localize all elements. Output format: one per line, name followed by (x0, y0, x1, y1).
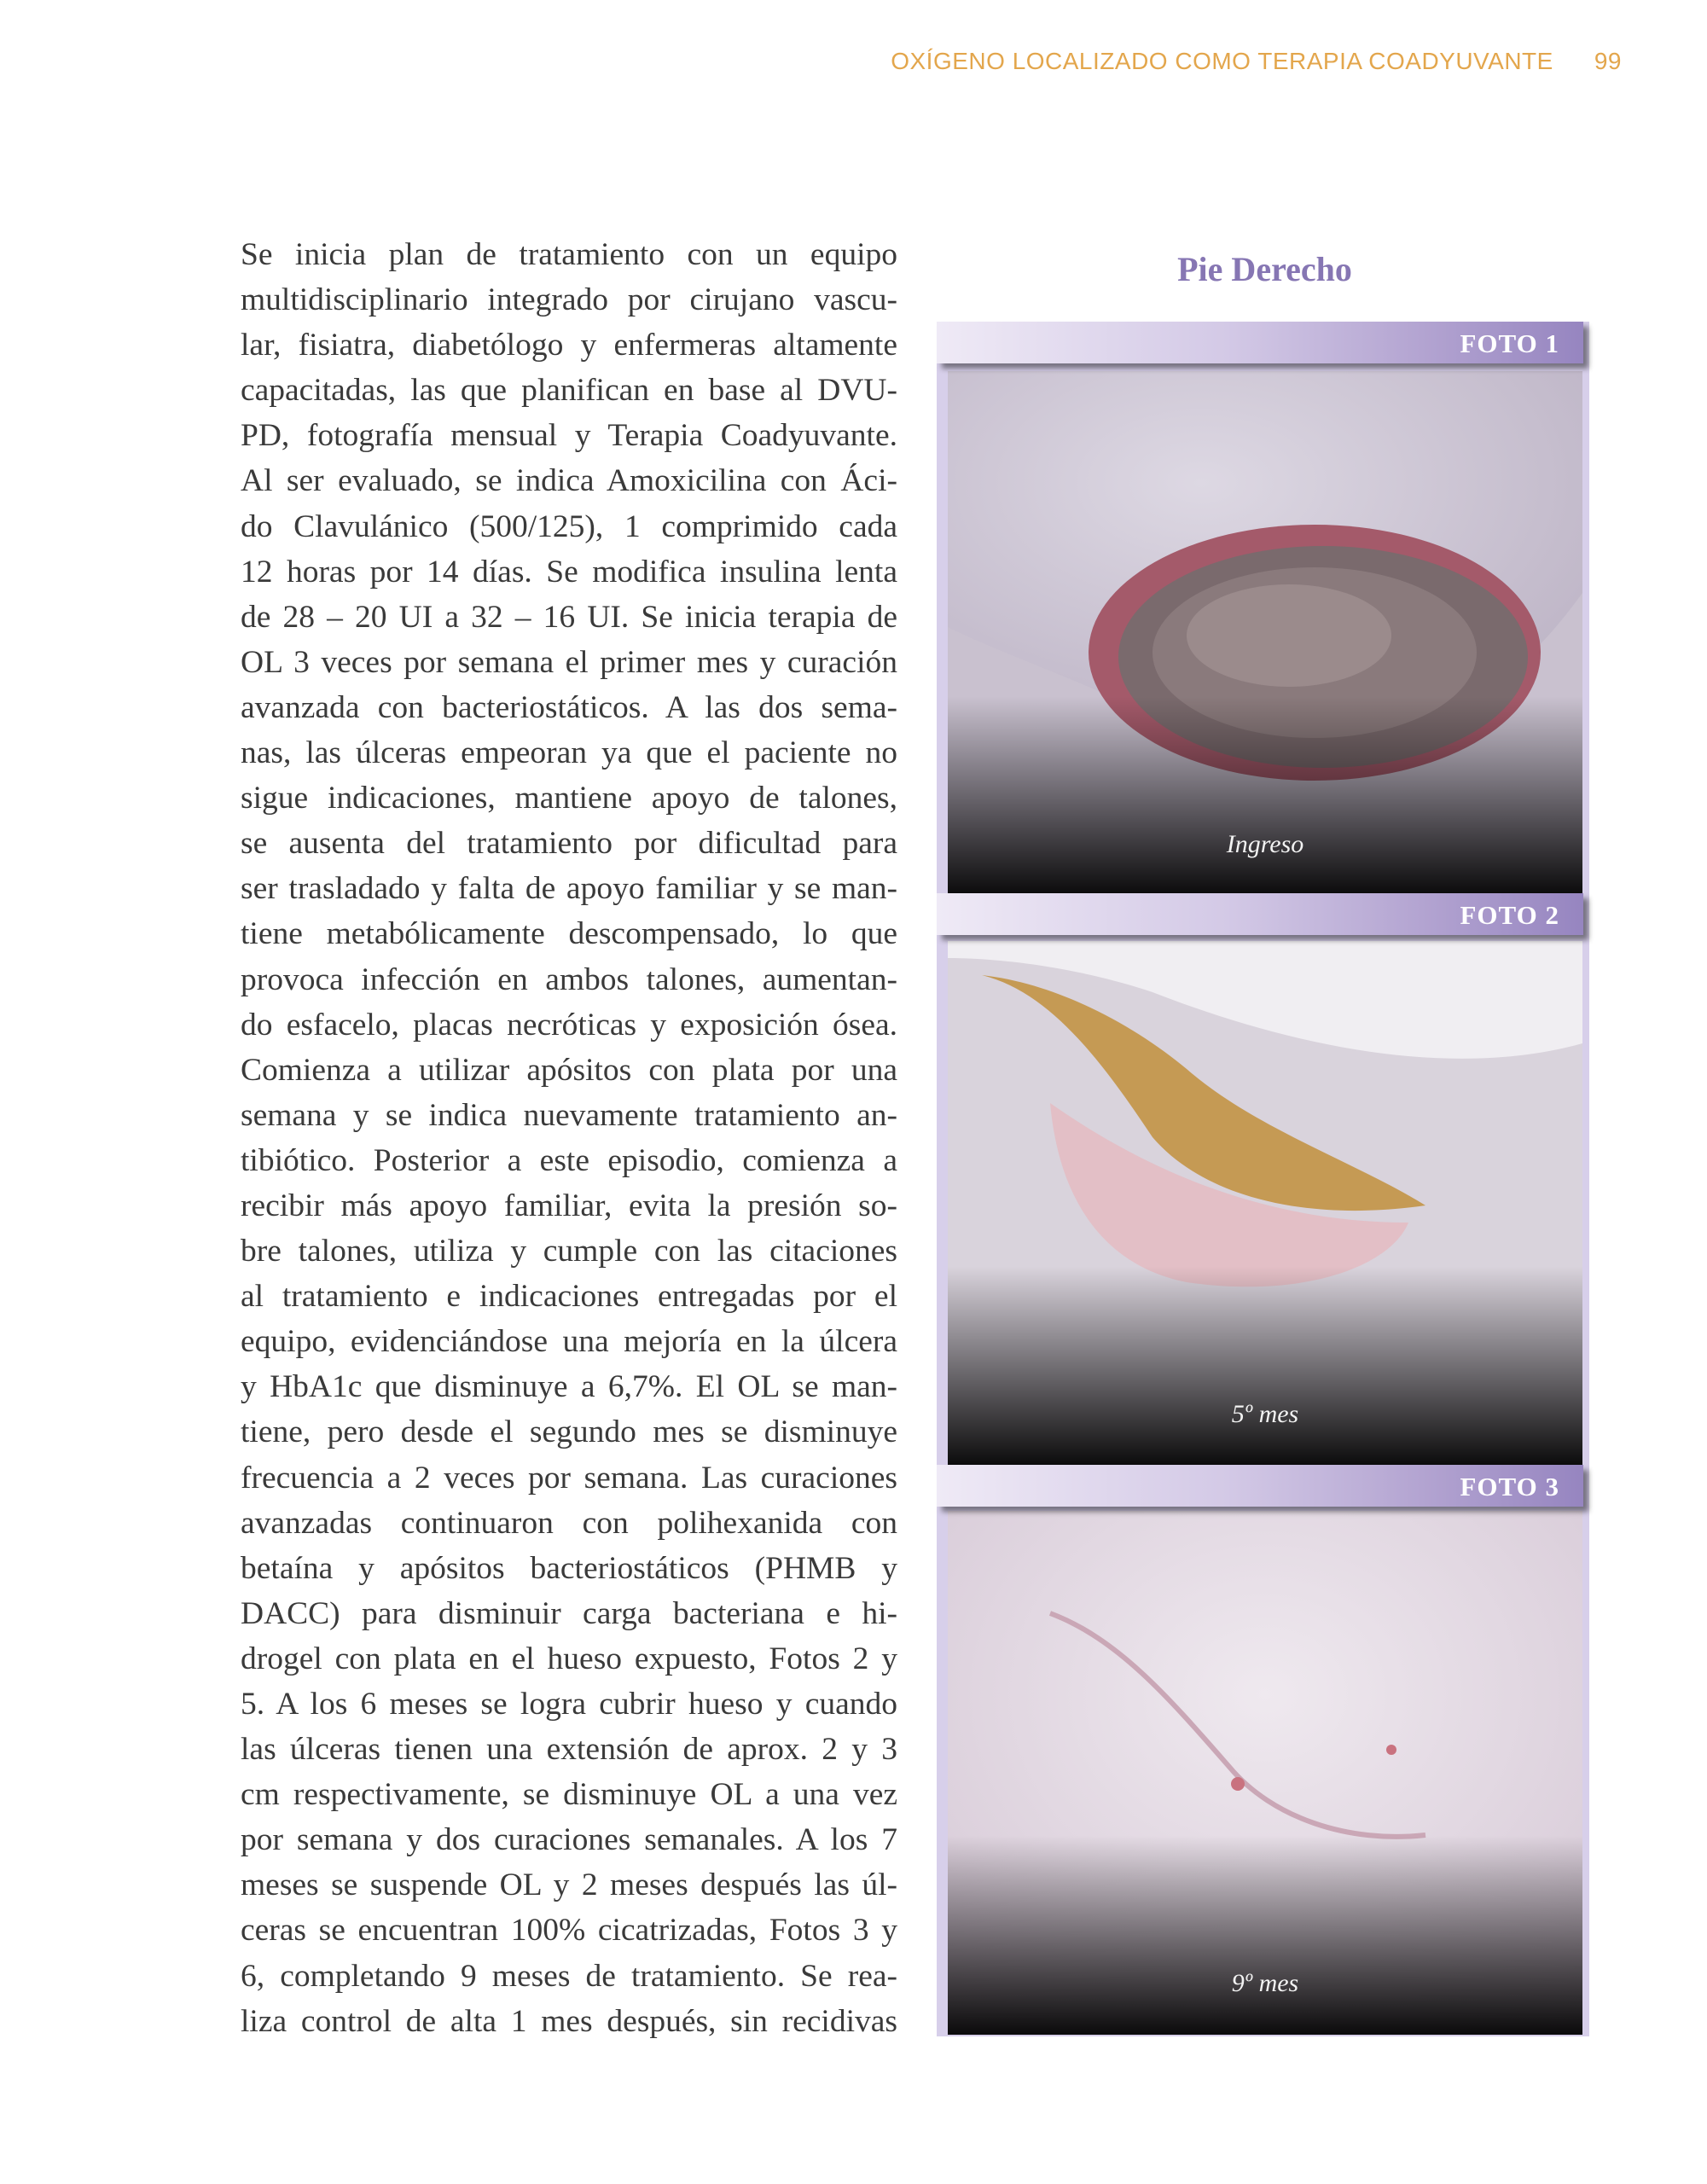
body-text-line: cm respectivamente, se disminuye OL a una vez (241, 1777, 897, 1813)
body-text-line: drogel con plata en el hueso expuesto, Fotos 2 y (241, 1641, 897, 1676)
photo-label-tab (937, 893, 1583, 935)
photo-9-mes (948, 1511, 1582, 2035)
page-number: 99 (1594, 48, 1622, 74)
photo-caption: 9º mes (1231, 1969, 1299, 1997)
body-text-line: Comienza a utilizar apósitos con plata por una (241, 1052, 897, 1088)
body-text-line: Al ser evaluado, se indica Amoxicilina con Áci- (241, 463, 897, 499)
body-text-line: al tratamiento e indicaciones entregadas por el (241, 1279, 897, 1315)
body-text-line: recibir más apoyo familiar, evita la presión so- (241, 1188, 897, 1223)
body-text-line: semana y se indica nuevamente tratamiento an- (241, 1097, 897, 1133)
body-text-line: tiene metabólicamente descompensado, lo que (241, 916, 897, 952)
photo-label: FOTO 1 (1460, 328, 1559, 358)
body-text-line: 6, completando 9 meses de tratamiento. Se rea- (241, 1958, 897, 1994)
body-text-line: y HbA1c que disminuye a 6,7%. El OL se man- (241, 1369, 897, 1405)
body-text-line: do Clavulánico (500/125), 1 comprimido cada (241, 508, 897, 544)
body-text-line: tiene, pero desde el segundo mes se disminuye (241, 1414, 897, 1450)
body-text-line: multidisciplinario integrado por cirujano vascu- (241, 282, 897, 318)
photo-label-tab (937, 1465, 1583, 1507)
body-text-line: de 28 – 20 UI a 32 – 16 UI. Se inicia terapia de (241, 599, 897, 635)
photo-label: FOTO 3 (1460, 1472, 1559, 1502)
body-text-line: sigue indicaciones, mantiene apoyo de talones, (241, 781, 897, 816)
body-text-line: lar, fisiatra, diabetólogo y enfermeras altamente (241, 328, 897, 363)
body-text-line: capacitadas, las que planifican en base al DVU- (241, 373, 897, 409)
body-text-line: do esfacelo, placas necróticas y exposición ósea. (241, 1007, 897, 1043)
body-text-line: OL 3 veces por semana el primer mes y curación (241, 644, 897, 680)
running-header (891, 48, 1622, 75)
body-text-line: ser trasladado y falta de apoyo familiar y se man- (241, 871, 897, 907)
body-text-line: tibiótico. Posterior a este episodio, comienza a (241, 1142, 897, 1178)
body-text-line: DACC) para disminuir carga bacteriana e hi- (241, 1595, 897, 1631)
body-text-line: equipo, evidenciándose una mejoría en la úlcera (241, 1324, 897, 1360)
body-text-line: se ausenta del tratamiento por dificultad para (241, 826, 897, 862)
body-text-line: avanzadas continuaron con polihexanida con (241, 1505, 897, 1541)
body-text-line: provoca infección en ambos talones, aumentan- (241, 961, 897, 997)
body-text-line: liza control de alta 1 mes después, sin recidivas (241, 2003, 897, 2039)
body-text-line: ceras se encuentran 100% cicatrizadas, Fotos 3 y (241, 1913, 897, 1949)
figure-title: Pie Derecho (1177, 250, 1352, 288)
body-text-line: PD, fotografía mensual y Terapia Coadyuvante. (241, 418, 897, 454)
body-text-line: 12 horas por 14 días. Se modifica insulina lenta (241, 554, 897, 590)
running-title: OXÍGENO LOCALIZADO COMO TERAPIA COADYUVANTE (891, 48, 1553, 74)
photo-ingreso (948, 371, 1582, 896)
body-text-line: frecuencia a 2 veces por semana. Las curaciones (241, 1460, 897, 1496)
photo-label-tab (937, 322, 1583, 363)
photo-caption: Ingreso (1226, 830, 1304, 858)
body-text-line: las úlceras tienen una extensión de aprox. 2 y 3 (241, 1732, 897, 1768)
body-paragraph (241, 232, 897, 2044)
body-text-line: betaína y apósitos bacteriostáticos (PHMB y (241, 1550, 897, 1586)
body-text-line: avanzada con bacteriostáticos. A las dos sema- (241, 689, 897, 725)
photo-caption: 5º mes (1231, 1400, 1299, 1428)
body-text-line: 5. A los 6 meses se logra cubrir hueso y cuando (241, 1687, 897, 1722)
body-text-line: Se inicia plan de tratamiento con un equipo (241, 237, 897, 272)
body-text-line: por semana y dos curaciones semanales. A los 7 (241, 1822, 897, 1858)
body-text-line: bre talones, utiliza y cumple con las citaciones (241, 1234, 897, 1269)
photo-label: FOTO 2 (1460, 900, 1559, 930)
photo-5-mes (948, 941, 1582, 1466)
body-text-line: nas, las úlceras empeoran ya que el paciente no (241, 735, 897, 771)
body-text-line: meses se suspende OL y 2 meses después las úl- (241, 1867, 897, 1903)
